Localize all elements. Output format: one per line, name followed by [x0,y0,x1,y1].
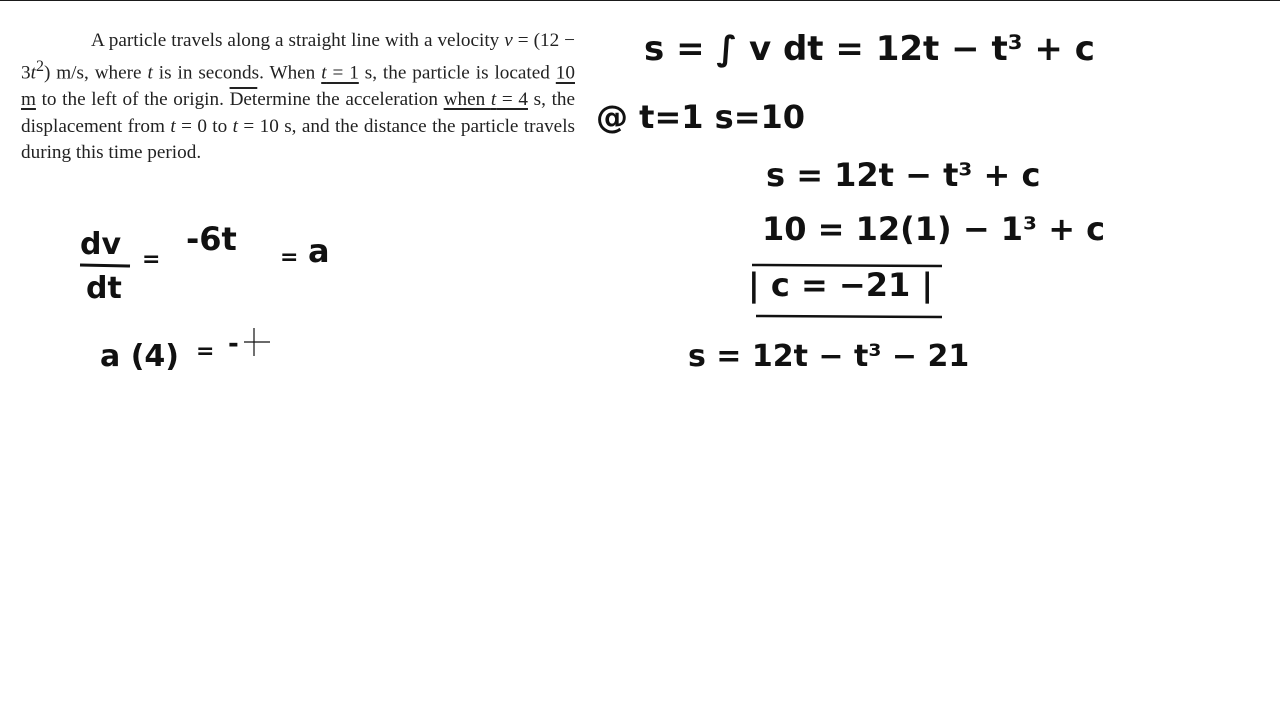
derivative-result: -6t [186,220,237,258]
acceleration-symbol: a [308,232,330,270]
problem-text-4: is in seconds. When [152,62,322,84]
position-equation: s = 12t − t³ + c [766,156,1041,194]
problem-text-6b: ermine the acceleration [257,89,444,111]
problem-text-5: s, the particle is located [358,62,556,84]
underlined-condition-2: when t = 4 [443,89,528,111]
problem-text-3: ) m/s, where [43,62,148,84]
problem-text-6: to the left of the origin. [35,89,230,111]
underlined-condition-1: t = 1 [321,62,359,84]
derivative-denominator: dt [86,271,122,306]
problem-text-1: A particle travels along a straight line with a velocity [91,30,500,51]
fraction-bar [80,265,130,266]
partial-answer: - [228,329,239,359]
box-bottom [756,316,942,317]
initial-condition: @ t=1 s=10 [596,98,806,136]
problem-text-9: = 10 s, and the distance the particle travels during this time period. [21,115,575,164]
time-symbol: t [170,115,176,137]
time-symbol: t [232,115,238,137]
underlined-position: 10 m [21,62,575,111]
problem-text-8: = 0 to [175,115,233,137]
equals-sign-2: = [280,245,299,270]
integral-equation: s = ∫ v dt = 12t − t³ + c [644,29,1095,69]
constant-result: | c = −21 | [748,266,934,304]
derivative-numerator: dv [80,227,122,262]
equals-sign-3: = [196,339,215,364]
exponent: 2 [35,58,44,76]
box-top [752,265,942,266]
problem-text-2: = (12 − 3 [21,30,575,84]
pen-cursor-icon [244,328,270,356]
problem-text-7: s, the displacement from [21,89,576,137]
overlined-word: $\overline{Det}$ [229,89,258,111]
time-symbol: t [30,62,36,84]
velocity-symbol: v [504,30,513,51]
time-symbol: t [147,62,153,84]
equals-sign-1: = [142,247,161,272]
substitution-equation: 10 = 12(1) − 1³ + c [762,210,1106,248]
final-position-equation: s = 12t − t³ − 21 [688,339,970,374]
acceleration-at-4: a (4) [100,339,179,374]
